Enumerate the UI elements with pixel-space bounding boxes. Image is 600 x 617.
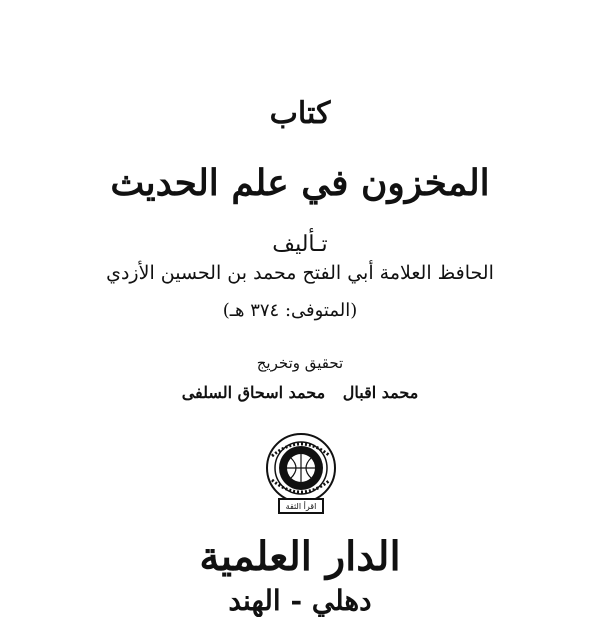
book-title: المخزون في علم الحديث (110, 162, 490, 204)
editing-label: تحقيق وتخريج (256, 354, 344, 372)
editor-name: محمد اقبال (342, 383, 419, 402)
publisher-location: دهلي - الهند (228, 584, 372, 617)
editor-name: محمد اسحاق السلفى (181, 383, 326, 402)
editors-line (0, 383, 600, 402)
authorship-label: تـأليف (272, 232, 328, 257)
book-label: كتاب (269, 96, 331, 131)
author-death-date: (المتوفى: ٣٧٤ هـ) (222, 300, 358, 321)
publisher-emblem-icon (262, 432, 340, 516)
publisher-name: الدار العلمية (199, 533, 401, 580)
emblem-caption: اقرأ الثقة (285, 502, 317, 511)
author-name: الحافظ العلامة أبي الفتح محمد بن الحسين الأزدي (106, 262, 494, 284)
